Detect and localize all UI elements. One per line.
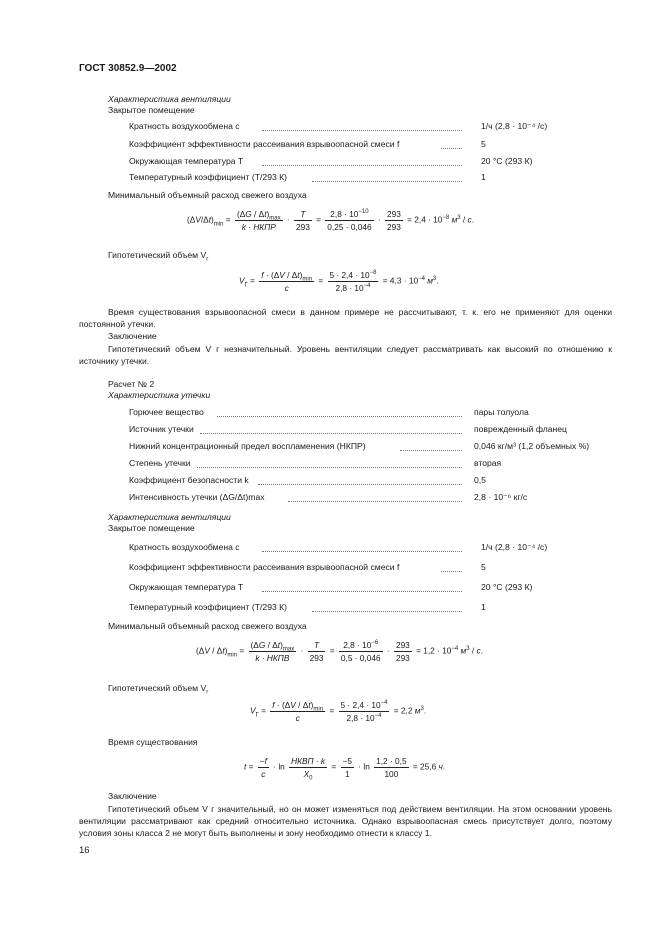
vent-heading-2: Характеристика вентиляции: [108, 512, 231, 522]
vent-row-label: Кратность воздухообмена с: [129, 542, 240, 552]
leak-row-label: Горючее вещество: [129, 407, 204, 417]
vent-heading-1: Характеристика вентиляции: [108, 94, 231, 104]
min-flow-label-1: Минимальный объемный расход свежего воздуха: [108, 190, 307, 200]
leak-row-label: Интенсивность утечки (ΔG/Δt)max: [129, 492, 265, 502]
leak-row-value: поврежденный фланец: [474, 424, 567, 434]
leak-heading: Характеристика утечки: [108, 390, 211, 400]
existence-formula-2: t = $\frac{-f}{c}$ · ln $\frac{\text{НКВП · k}}{X_0}$ = $\frac{-5}{1}$ · ln $\frac{1,2 \cdot 0,5}{100}$ = 25,6 ч.: [244, 756, 446, 782]
hyp-volume-formula-1: $V_Г$ = $\frac{f \cdot (\Delta V / \Delta t)_{min}}{c}$ = $\frac{5 \cdot 2,4 \cdot 10^{-8}}{2,8 \cdot 10^{-4}}$ = $4,3 \cdot 10^{-4}$ $м^3$.: [239, 270, 439, 293]
leak-row-value: вторая: [474, 458, 502, 468]
vent-row-value: 5: [481, 139, 486, 149]
leak-row-label: Источник утечки: [129, 424, 194, 434]
existence-note-1: Время существования взрывоопасной смеси в данном примере не рассчитывают, т. к. его не применяют для оценки постоянной утечки.: [79, 307, 612, 329]
min-flow-label-2: Минимальный объемный расход свежего воздуха: [108, 621, 307, 631]
vent-row-label: Окружающая температура T: [129, 582, 244, 592]
leak-row-label: Нижний концентрационный предел воспламенения (НКПР): [129, 441, 366, 451]
leak-row-value: пары толуола: [474, 407, 529, 417]
vent-row-label: Кратность воздухообмена с: [129, 121, 240, 131]
vent-row-value: 1: [481, 172, 486, 182]
conclusion-text-2: Гипотетический объем V г значительный, но он может изменяться под действием вентиляции. На этом основании уровень вентиляции рассматривают как средний относительно источника. Однако взрывоопасная смесь присутствует долго, поэтому условия зоны класса 2 не могут быть выполнены и зону необходимо отнести к классу 1.: [79, 804, 612, 838]
vent-row-label: Окружающая температура T: [129, 156, 244, 166]
conclusion-heading-2: Заключение: [108, 791, 157, 801]
leak-row-value: 0,5: [474, 475, 486, 485]
hyp-volume-formula-2: $V_Г$ = $\frac{f \cdot (\Delta V / \Delta t)_{min}}{c}$ = $\frac{5 \cdot 2,4 \cdot 10^{-4}}{2,8 \cdot 10^{-4}}$ = 2,2 $м^3$.: [250, 700, 427, 723]
leak-row-label: Степень утечки: [129, 458, 191, 468]
hyp-volume-label-2: Гипотетический объем $V_г$: [108, 683, 209, 696]
room-type-1: Закрытое помещение: [108, 105, 195, 115]
vent-row-label: Температурный коэффициент (T/293 К): [129, 172, 288, 182]
vent-row-value: 1/ч (2,8 · 10⁻⁴ /с): [481, 542, 548, 552]
min-flow-formula-1: $(\Delta V/\Delta t)_{min}$ = $\frac{(\Delta G / \Delta t)_{max}}{\text{k · НКПР}}$ · $\frac{T}{293}$ = $\frac{2,8 \cdot 10^{-10}}{0,25 \cdot 0,046}$ · $\frac{293}{293}$ = $2,4 \cdot 10^{-8}$ $м^3$ / с.: [187, 209, 474, 232]
room-type-2: Закрытое помещение: [108, 523, 195, 533]
min-flow-formula-2: $(\Delta V / \Delta t)_{min}$ = $\frac{(\Delta G / \Delta t)_{max}}{\text{k · НКПВ}}$ · $\frac{T}{293}$ = $\frac{2,8 \cdot 10^{-6}}{0,5 \cdot 0,046}$ · $\frac{293}{293}$ = $1,2 \cdot 10^{-4}$ $м^3$ / с.: [196, 640, 483, 663]
vent-row-label: Коэффициент эффективности рассеивания взрывоопасной смеси f: [129, 562, 400, 572]
vent-row-label: Коэффициент эффективности рассеивания взрывоопасной смеси f: [129, 139, 400, 149]
vent-row-value: 20 °С (293 К): [481, 156, 533, 166]
vent-row-value: 5: [481, 562, 486, 572]
vent-row-value: 20 °С (293 К): [481, 582, 533, 592]
existence-label-2: Время существования: [108, 737, 198, 747]
conclusion-heading-1: Заключение: [108, 331, 157, 341]
document-header: ГОСТ 30852.9—2002: [79, 63, 177, 74]
page-number: 16: [79, 845, 90, 856]
leak-row-value: 2,8 · 10⁻⁶ кг/с: [474, 492, 528, 502]
vent-row-value: 1: [481, 602, 486, 612]
leak-row-value: 0,046 кг/м³ (1,2 объемных %): [474, 441, 590, 451]
hyp-volume-label-1: Гипотетический объем $V_г$: [108, 250, 209, 263]
calc2-heading: Расчет № 2: [108, 379, 155, 389]
leak-row-label: Коэффициент безопасности k: [129, 475, 249, 485]
vent-row-label: Температурный коэффициент (T/293 К): [129, 602, 288, 612]
conclusion-text-1: Гипотетический объем V г незначительный. Уровень вентиляции следует рассматривать как высокий по отношению к источнику утечки.: [79, 344, 612, 366]
vent-row-value: 1/ч (2,8 · 10⁻⁴ /с): [481, 121, 548, 131]
